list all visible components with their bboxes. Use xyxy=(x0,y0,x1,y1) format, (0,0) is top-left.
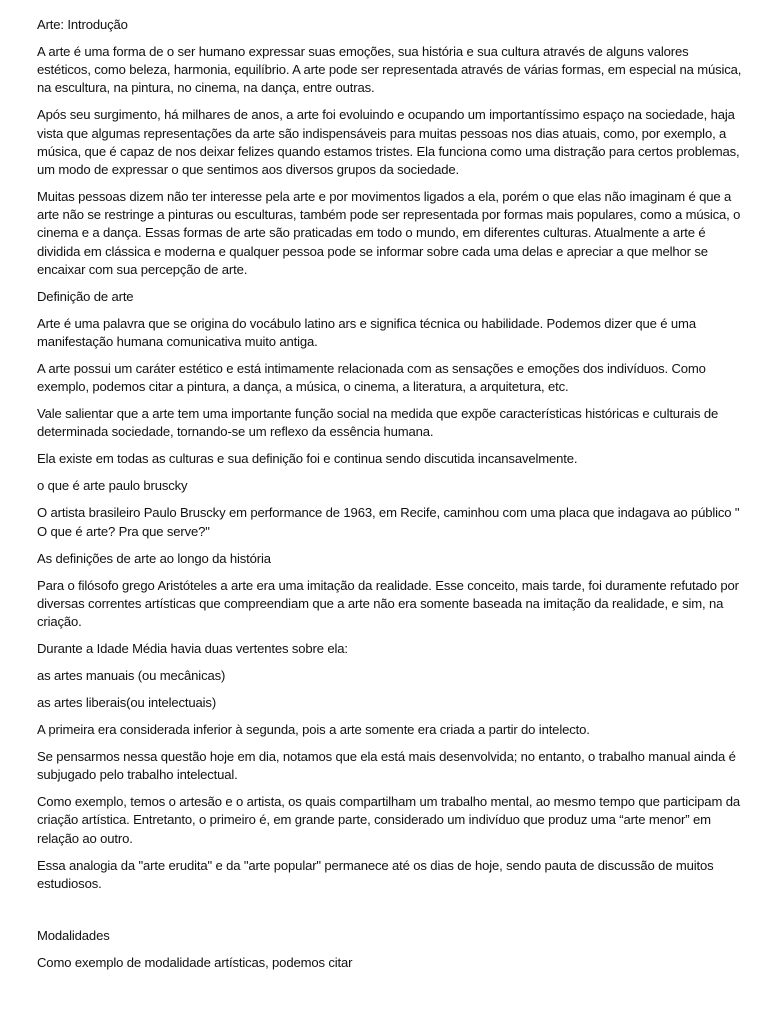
paragraph: Vale salientar que a arte tem uma importante função social na medida que expõe características históricas e culturais de determinada sociedade, tornando-se um reflexo da essência humana. xyxy=(37,406,719,440)
paragraph: Se pensarmos nessa questão hoje em dia, notamos que ela está mais desenvolvida; no entanto, o trabalho manual ainda é subjugado pelo trabalho intelectual. xyxy=(37,749,736,783)
list-item: as artes manuais (ou mecânicas) xyxy=(37,668,226,684)
list-item: as artes liberais(ou intelectuais) xyxy=(37,695,217,711)
section-heading-definicao-de-arte: Definição de arte xyxy=(37,288,134,304)
paragraph: O artista brasileiro Paulo Bruscky em performance de 1963, em Recife, caminhou com uma placa que indagava ao público " O que é arte? Pra que serve?" xyxy=(37,505,740,539)
paragraph: Durante a Idade Média havia duas vertentes sobre ela: xyxy=(37,641,348,657)
paragraph: Após seu surgimento, há milhares de anos, a arte foi evoluindo e ocupando um importantíssimo espaço na sociedade, haja vista que algumas representações da arte são indispensáveis para muitas pessoas nos dias atuais, como, por exemplo, a música, que é capaz de nos deixar felizes quando estamos tristes. Ela funciona como uma distração para certos problemas, um modo de expressar o que sentimos aos diversos grupos da sociedade. xyxy=(37,107,740,178)
section-heading-arte-introducao: Arte: Introdução xyxy=(37,17,128,32)
paragraph: A arte possui um caráter estético e está intimamente relacionada com as sensações e emoções dos indivíduos. Como exemplo, podemos citar a pintura, a dança, a música, o cinema, a literatura, a arquitetura, etc. xyxy=(37,361,706,395)
paragraph: Para o filósofo grego Aristóteles a arte era uma imitação da realidade. Esse conceito, mais tarde, foi duramente refutado por diversas correntes artísticas que compreendiam que a arte não era somente baseada na imitação da realidade, e sim, na criação. xyxy=(37,577,739,630)
section-heading-paulo-bruscky: o que é arte paulo bruscky xyxy=(37,478,188,494)
paragraph: Muitas pessoas dizem não ter interesse pela arte e por movimentos ligados a ela, porém o que elas não imaginam é que a arte não se restringe a pinturas ou esculturas, também pode ser representada por formas mais populares, como a música, o cinema e a dança. Essas formas de arte são praticadas em todo o mundo, em diferentes culturas. Atualmente a arte é dividida em clássica e moderna e qualquer pessoa pode se informar sobre cada uma delas e apreciar a que melhor se encaixar com sua percepção de arte. xyxy=(37,189,741,277)
paragraph: Como exemplo de modalidade artísticas, podemos citar xyxy=(37,955,353,971)
paragraph: Arte é uma palavra que se origina do vocábulo latino ars e significa técnica ou habilidade. Podemos dizer que é uma manifestação humana comunicativa muito antiga. xyxy=(37,315,696,350)
paragraph: A arte é uma forma de o ser humano expressar suas emoções, sua história e sua cultura através de alguns valores estéticos, como beleza, harmonia, equilíbrio. A arte pode ser representada através de várias formas, em especial na música, na escultura, na pintura, no cinema, na dança, entre outras. xyxy=(37,44,742,96)
document-page xyxy=(37,16,745,981)
paragraph: Como exemplo, temos o artesão e o artista, os quais compartilham um trabalho mental, ao mesmo tempo que participam da criação artística. Entretanto, o primeiro é, em grande parte, considerado um indivíduo que produz uma “arte menor” em relação ao outro. xyxy=(37,794,740,846)
section-heading-modalidades: Modalidades xyxy=(37,928,110,944)
paragraph: Ela existe em todas as culturas e sua definição foi e continua sendo discutida incansavelmente. xyxy=(37,451,578,467)
paragraph: A primeira era considerada inferior à segunda, pois a arte somente era criada a partir do intelecto. xyxy=(37,722,590,738)
section-heading-definicoes-historia: As definições de arte ao longo da história xyxy=(37,550,271,566)
paragraph: Essa analogia da "arte erudita" e da "arte popular" permanece até os dias de hoje, sendo pauta de discussão de muitos estudiosos. xyxy=(37,857,714,891)
